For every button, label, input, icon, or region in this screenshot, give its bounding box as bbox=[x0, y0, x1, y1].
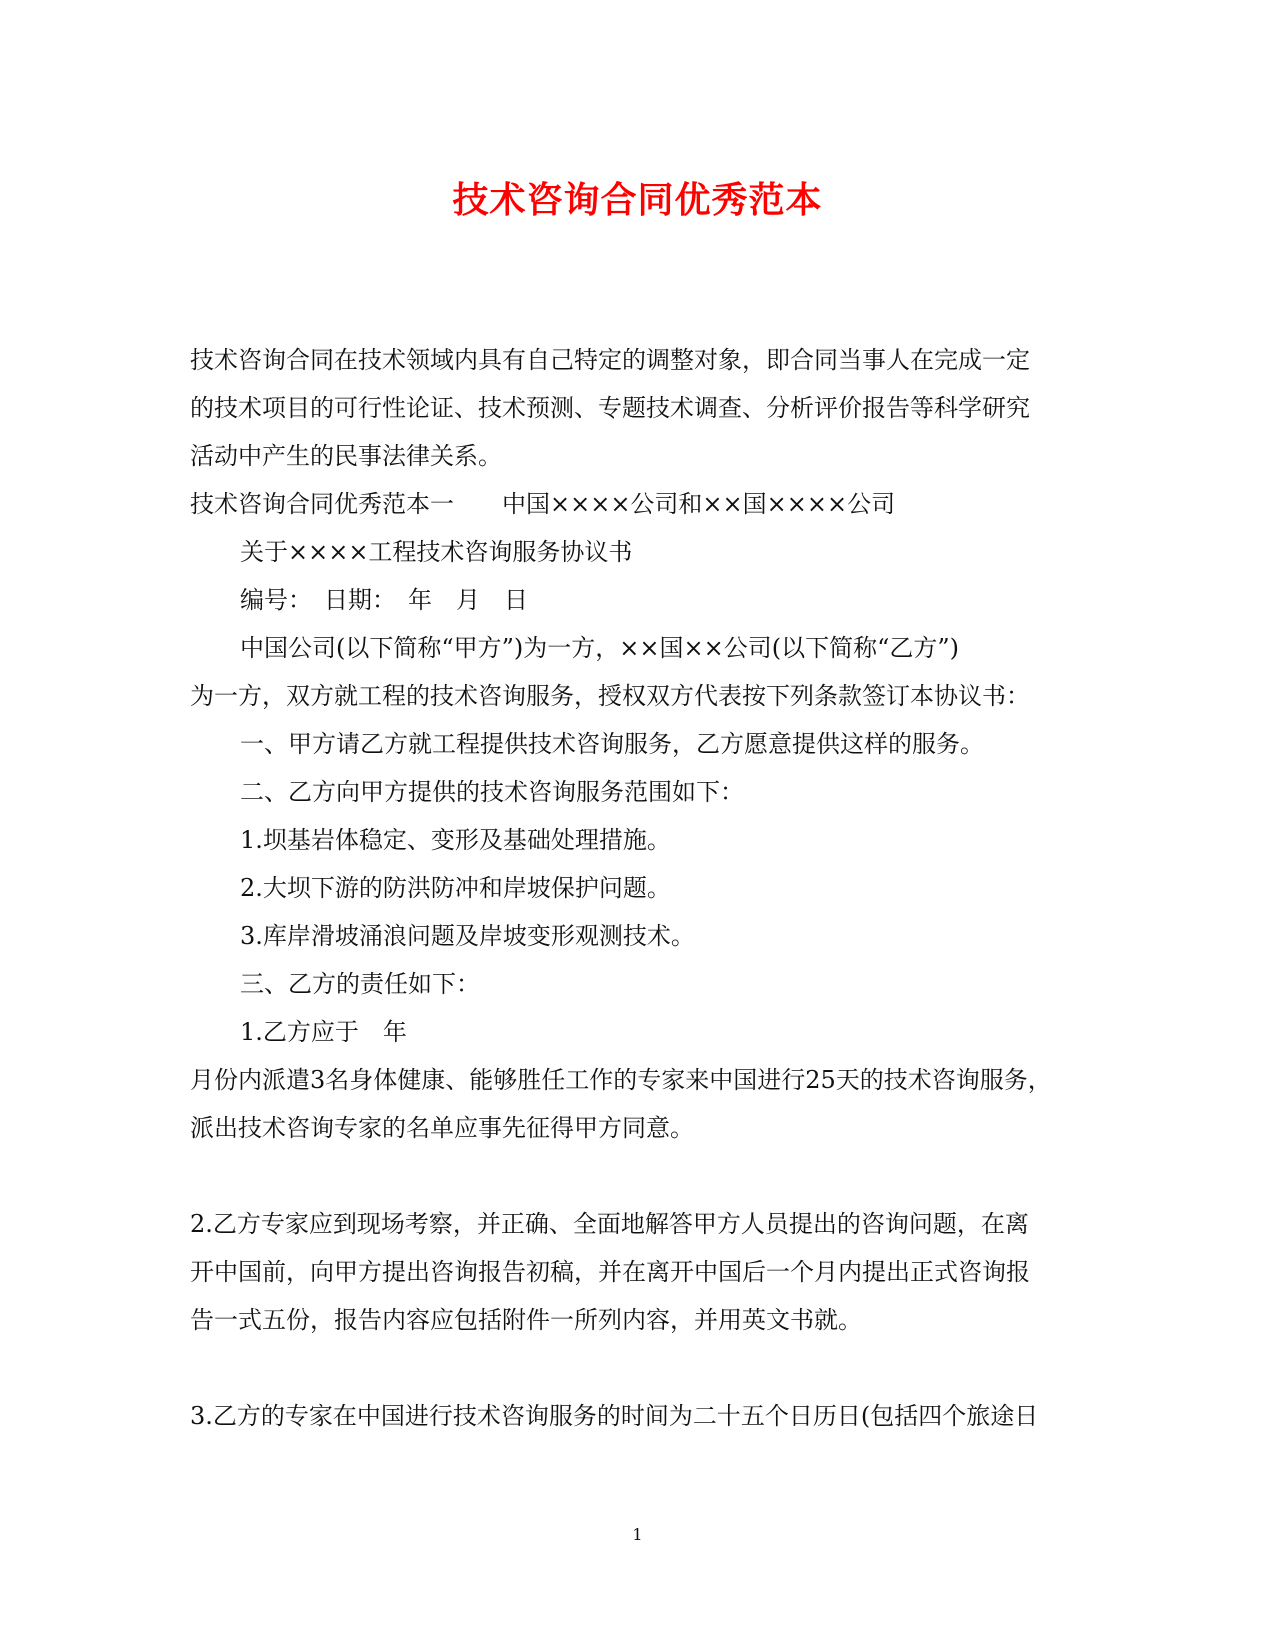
list-item: 3.库岸滑坡涌浪问题及岸坡变形观测技术。 bbox=[240, 922, 695, 950]
document-body bbox=[190, 336, 1080, 1440]
agreement-title-line: 关于××××工程技术咨询服务协议书 bbox=[240, 538, 633, 566]
document-title: 技术咨询合同优秀范本 bbox=[452, 179, 823, 221]
paragraph-line: 开中国前，向甲方提出咨询报告初稿，并在离开中国后一个月内提出正式咨询报 bbox=[190, 1258, 1030, 1286]
paragraph-line: 月份内派遣3名身体健康、能够胜任工作的专家来中国进行25天的技术咨询服务， bbox=[190, 1066, 1052, 1094]
clause-line: 一、甲方请乙方就工程提供技术咨询服务，乙方愿意提供这样的服务。 bbox=[240, 730, 984, 758]
paragraph-line: 活动中产生的民事法律关系。 bbox=[190, 442, 502, 470]
list-item: 3.乙方的专家在中国进行技术咨询服务的时间为二十五个日历日(包括四个旅途日 bbox=[190, 1402, 1039, 1430]
paragraph-gap bbox=[190, 1152, 1080, 1200]
list-item: 2.乙方专家应到现场考察，并正确、全面地解答甲方人员提出的咨询问题，在离 bbox=[190, 1210, 1029, 1238]
page-number: 1 bbox=[632, 1525, 643, 1544]
clause-line: 三、乙方的责任如下： bbox=[240, 970, 480, 998]
clause-line: 二、乙方向甲方提供的技术咨询服务范围如下： bbox=[240, 778, 744, 806]
paragraph-line: 的技术项目的可行性论证、技术预测、专题技术调查、分析评价报告等科学研究 bbox=[190, 394, 1030, 422]
paragraph-line: 派出技术咨询专家的名单应事先征得甲方同意。 bbox=[190, 1114, 694, 1142]
paragraph-line: 为一方，双方就工程的技术咨询服务，授权双方代表按下列条款签订本协议书： bbox=[190, 682, 1030, 710]
number-date-line: 编号： 日期： 年 月 日 bbox=[240, 586, 528, 614]
paragraph-line: 告一式五份，报告内容应包括附件一所列内容，并用英文书就。 bbox=[190, 1306, 862, 1334]
sample-heading-line: 技术咨询合同优秀范本一 中国××××公司和××国××××公司 bbox=[190, 490, 896, 518]
paragraph-line: 技术咨询合同在技术领域内具有自己特定的调整对象，即合同当事人在完成一定 bbox=[190, 346, 1030, 374]
list-item: 1.乙方应于 年 bbox=[240, 1018, 407, 1046]
list-item: 2.大坝下游的防洪防冲和岸坡保护问题。 bbox=[240, 874, 671, 902]
list-item: 1.坝基岩体稳定、变形及基础处理措施。 bbox=[240, 826, 671, 854]
paragraph-gap bbox=[190, 1344, 1080, 1392]
paragraph-line: 中国公司(以下简称“甲方”)为一方，××国××公司(以下简称“乙方”) bbox=[240, 634, 959, 662]
